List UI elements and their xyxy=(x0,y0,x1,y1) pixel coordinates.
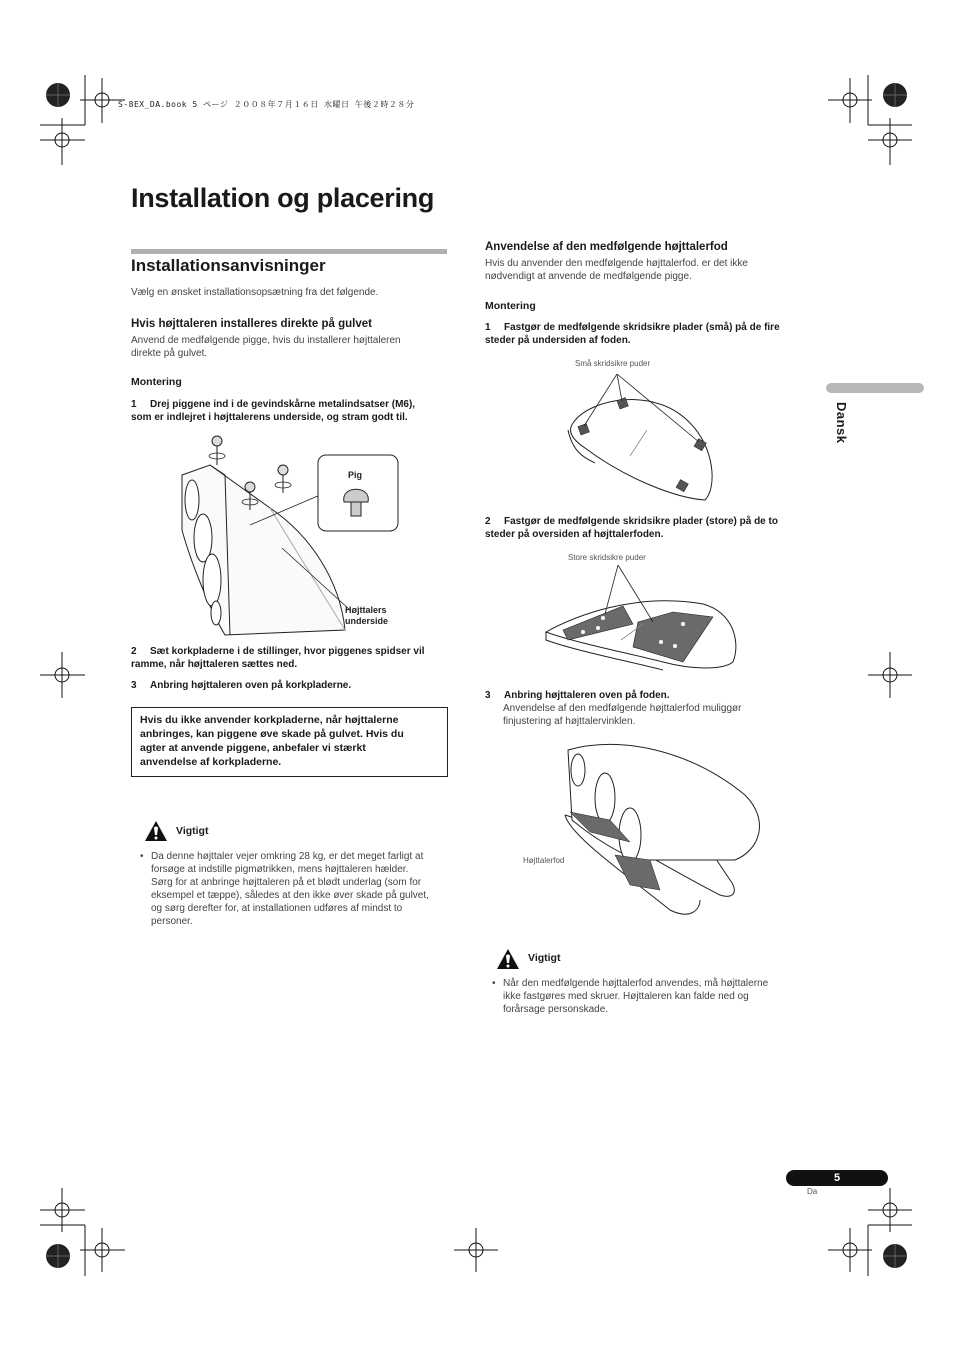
right-step-3-body: Anvendelse af den medfølgende højttalerfod muliggør finjustering af højttalervinklen. xyxy=(503,703,742,727)
warning-box: Hvis du ikke anvender korkpladerne, når højttalerne anbringes, kan piggene øve skade på gulvet. Hvis du agter at anvende piggene, anbefaler vi stærkt anvendelse af korkpladerne. xyxy=(131,707,448,777)
label-underside: Højttalers underside xyxy=(345,605,389,626)
label-foot: Højttalerfod xyxy=(523,856,565,865)
right-step-1: 1 Fastgør de medfølgende skridsikre plader (små) på de fire steder på undersiden af foden. xyxy=(485,322,780,346)
important-bullet-right: • Når den medfølgende højttalerfod anvendes, må højttalerne ikke fastgøres med skruer. Højttaleren kan falde ned og forårsage personskade. xyxy=(492,978,769,1015)
important-icon-right xyxy=(496,948,520,970)
page-number: 5 xyxy=(786,1170,888,1186)
subsection-title: Hvis højttaleren installeres direkte på gulvet xyxy=(131,318,372,330)
right-montering-heading: Montering xyxy=(485,300,536,312)
print-file-header: S-8EX_DA.book 5 ページ ２００８年７月１６日 水曜日 午後２時２８分 xyxy=(118,100,415,109)
label-small-pads: Små skridsikre puder xyxy=(575,359,651,368)
step-1: 1 Drej piggene ind i de gevindskårne metalindsatser (M6), som er indlejret i højttalerens underside, og stram godt til. xyxy=(131,399,416,423)
right-step-2: 2 Fastgør de medfølgende skridsikre plader (store) på de to steder på oversiden af højttalerfoden. xyxy=(485,516,778,540)
step-3: 3 Anbring højttaleren oven på korkpladerne. xyxy=(131,680,352,691)
important-icon xyxy=(144,820,168,842)
label-large-pads: Store skridsikre puder xyxy=(568,553,646,562)
foot-top-illustration xyxy=(543,562,741,672)
foot-underside-illustration xyxy=(565,368,720,503)
subsection-body: Anvend de medfølgende pigge, hvis du installerer højttaleren direkte på gulvet. xyxy=(131,335,401,359)
page-title: Installation og placering xyxy=(131,183,435,213)
important-bullet: • Da denne højttaler vejer omkring 28 kg, er det meget farligt at forsøge at indstille pigmøtrikken, mens højttaleren hælder. Sørg for at anbringe højttaleren på et blødt underlag (som for eksempel et tæppe), således at den ikke øver skade på gulvet, og sørg derefter for, at installationen udføres af mindst to personer. xyxy=(140,851,429,927)
speaker-on-foot-illustration xyxy=(560,740,770,930)
right-step-3: 3 Anbring højttaleren oven på foden. xyxy=(485,690,670,701)
right-intro: Hvis du anvender den medfølgende højttalerfod. er det ikke nødvendigt at anvende de medfølgende pigge. xyxy=(485,258,748,282)
section-intro: Vælg en ønsket installationsopsætning fra det følgende. xyxy=(131,287,379,298)
important-label: Vigtigt xyxy=(176,825,209,837)
section-rule xyxy=(131,249,447,254)
page-lang: Da xyxy=(807,1187,818,1196)
language-tab-bar xyxy=(826,383,924,393)
language-tab-label: Dansk xyxy=(834,402,849,444)
right-section-title: Anvendelse af den medfølgende højttalerfod xyxy=(485,241,728,253)
section-title: Installationsanvisninger xyxy=(131,256,326,275)
label-pig: Pig xyxy=(348,470,363,480)
important-label-right: Vigtigt xyxy=(528,952,561,964)
step-2: 2 Sæt korkpladerne i de stillinger, hvor piggenes spidser vil ramme, når højttaleren sættes ned. xyxy=(131,646,425,670)
montering-heading: Montering xyxy=(131,376,182,388)
